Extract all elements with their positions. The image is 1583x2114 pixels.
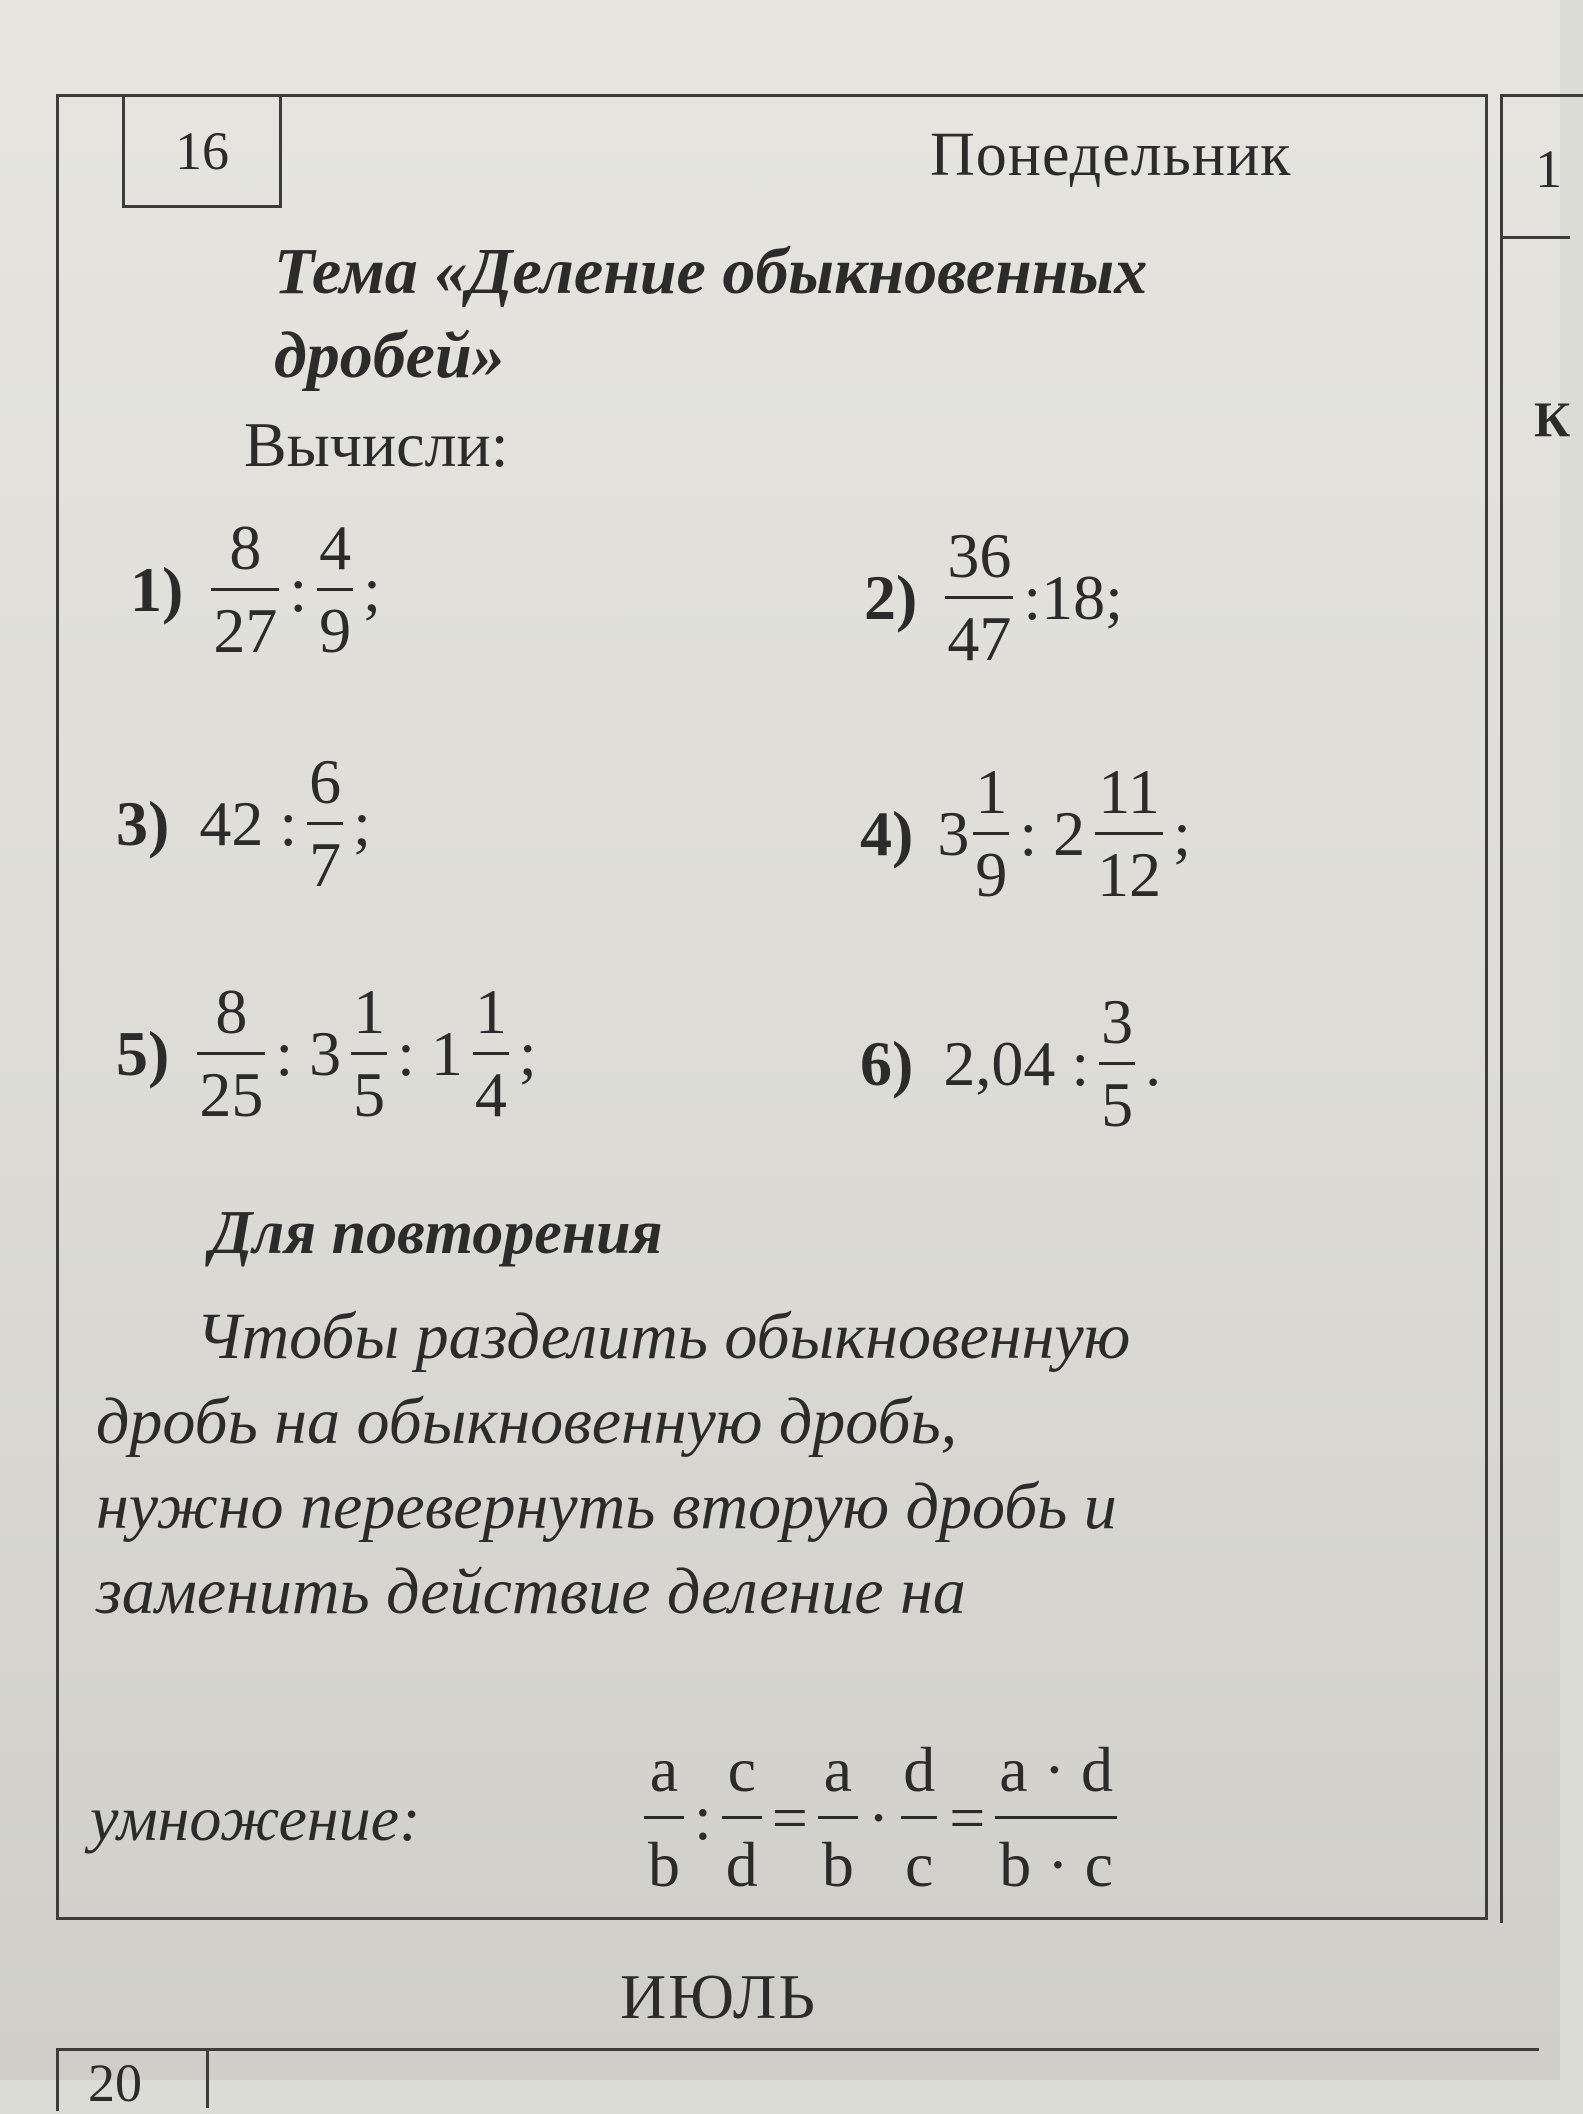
denominator: 7 <box>307 822 343 897</box>
fraction <box>211 512 279 666</box>
punctuation: ; <box>518 1017 537 1089</box>
numerator: a <box>823 1734 853 1805</box>
numerator: 6 <box>309 746 342 817</box>
next-day-card-bottom <box>56 2048 1539 2111</box>
whole-part: 3 <box>937 797 970 869</box>
topic-title <box>274 230 1424 398</box>
denominator: 5 <box>1099 1062 1135 1137</box>
division-formula <box>640 1734 1121 1900</box>
numerator: 36 <box>947 520 1012 591</box>
punctuation: . <box>1145 1027 1162 1099</box>
equals-sign: = <box>771 1781 808 1853</box>
fraction <box>317 512 353 666</box>
numerator: 1 <box>353 976 386 1047</box>
numerator: c <box>727 1734 756 1805</box>
topic-line-2: дробей» <box>274 319 505 392</box>
problem-label: 5) <box>116 1017 170 1089</box>
numerator: 8 <box>215 976 248 1047</box>
denominator: 9 <box>317 588 353 663</box>
problem-label: 3) <box>116 787 170 859</box>
rule-line-3: нужно перевернуть вторую дробь и <box>96 1470 1117 1543</box>
page-number: 16 <box>122 94 282 208</box>
next-page-number: 1 <box>1535 139 1562 199</box>
problem-6 <box>860 986 1167 1140</box>
topic-line-1: Тема «Деление обыкновенных <box>274 235 1148 308</box>
operand: 42 : <box>199 787 298 859</box>
fraction <box>818 1734 858 1900</box>
problem-5 <box>116 976 543 1130</box>
numerator: 1 <box>474 976 507 1047</box>
fraction <box>945 520 1013 674</box>
problem-3 <box>116 746 377 900</box>
denominator: 47 <box>945 596 1013 671</box>
rule-line-4: заменить действие деление на <box>96 1555 966 1628</box>
operator: · <box>867 1781 890 1853</box>
operator: : 2 <box>1019 797 1086 869</box>
numerator: 11 <box>1098 756 1160 827</box>
denominator: c <box>901 1816 937 1897</box>
next-day-card <box>1500 94 1583 1923</box>
fraction <box>197 976 265 1130</box>
next-day-number: 20 <box>88 2053 142 2113</box>
operator: : <box>289 553 308 625</box>
rule-line-2: дробь на обыкновенную дробь, <box>96 1385 958 1458</box>
problem-label: 6) <box>860 1027 914 1099</box>
review-heading: Для повторения <box>210 1199 663 1267</box>
fraction <box>1095 756 1163 910</box>
numerator: 4 <box>319 512 352 583</box>
fraction <box>995 1734 1117 1900</box>
numerator: 3 <box>1101 986 1134 1057</box>
numerator: 8 <box>229 512 262 583</box>
day-of-week: Понедельник <box>930 121 1292 189</box>
fraction <box>973 756 1009 910</box>
problem-label: 1) <box>130 553 184 625</box>
numerator: a · d <box>999 1734 1113 1805</box>
next-page-letter: К <box>1534 391 1571 447</box>
denominator: 12 <box>1095 832 1163 907</box>
fraction <box>473 976 509 1130</box>
equals-sign: = <box>949 1781 986 1853</box>
numerator: a <box>649 1734 679 1805</box>
operator: : 3 <box>275 1017 342 1089</box>
formula-label: умножение: <box>90 1783 421 1854</box>
denominator: 4 <box>473 1052 509 1127</box>
review-rule-text <box>96 1294 1496 1634</box>
operator: : <box>694 1781 712 1853</box>
denominator: 5 <box>351 1052 387 1127</box>
next-card-divider <box>1500 236 1570 239</box>
problem-2 <box>864 520 1129 674</box>
operator: :18; <box>1023 561 1123 633</box>
punctuation: ; <box>1173 797 1191 869</box>
numerator: d <box>903 1734 936 1805</box>
fraction <box>1099 986 1135 1140</box>
denominator: 27 <box>211 588 279 663</box>
problem-4 <box>860 756 1197 910</box>
problem-label: 2) <box>864 561 918 633</box>
operand: 2,04 : <box>943 1027 1090 1099</box>
denominator: 9 <box>973 832 1009 907</box>
fraction <box>351 976 387 1130</box>
denominator: 25 <box>197 1052 265 1127</box>
fraction <box>722 1734 762 1900</box>
instruction: Вычисли: <box>244 409 509 480</box>
denominator: b · c <box>995 1816 1117 1897</box>
denominator: b <box>818 1816 858 1897</box>
denominator: d <box>722 1816 762 1897</box>
rule-line-1: Чтобы разделить обыкновенную <box>196 1300 1131 1373</box>
fraction <box>899 1734 939 1900</box>
operator: : 1 <box>397 1017 463 1089</box>
punctuation: ; <box>363 553 381 625</box>
problem-label: 4) <box>860 797 914 869</box>
numerator: 1 <box>975 756 1008 827</box>
punctuation: ; <box>353 787 371 859</box>
month-label: ИЮЛЬ <box>620 1961 817 2032</box>
fraction <box>644 1734 684 1900</box>
problem-1 <box>130 512 387 666</box>
fraction <box>307 746 343 900</box>
denominator: b <box>644 1816 684 1897</box>
